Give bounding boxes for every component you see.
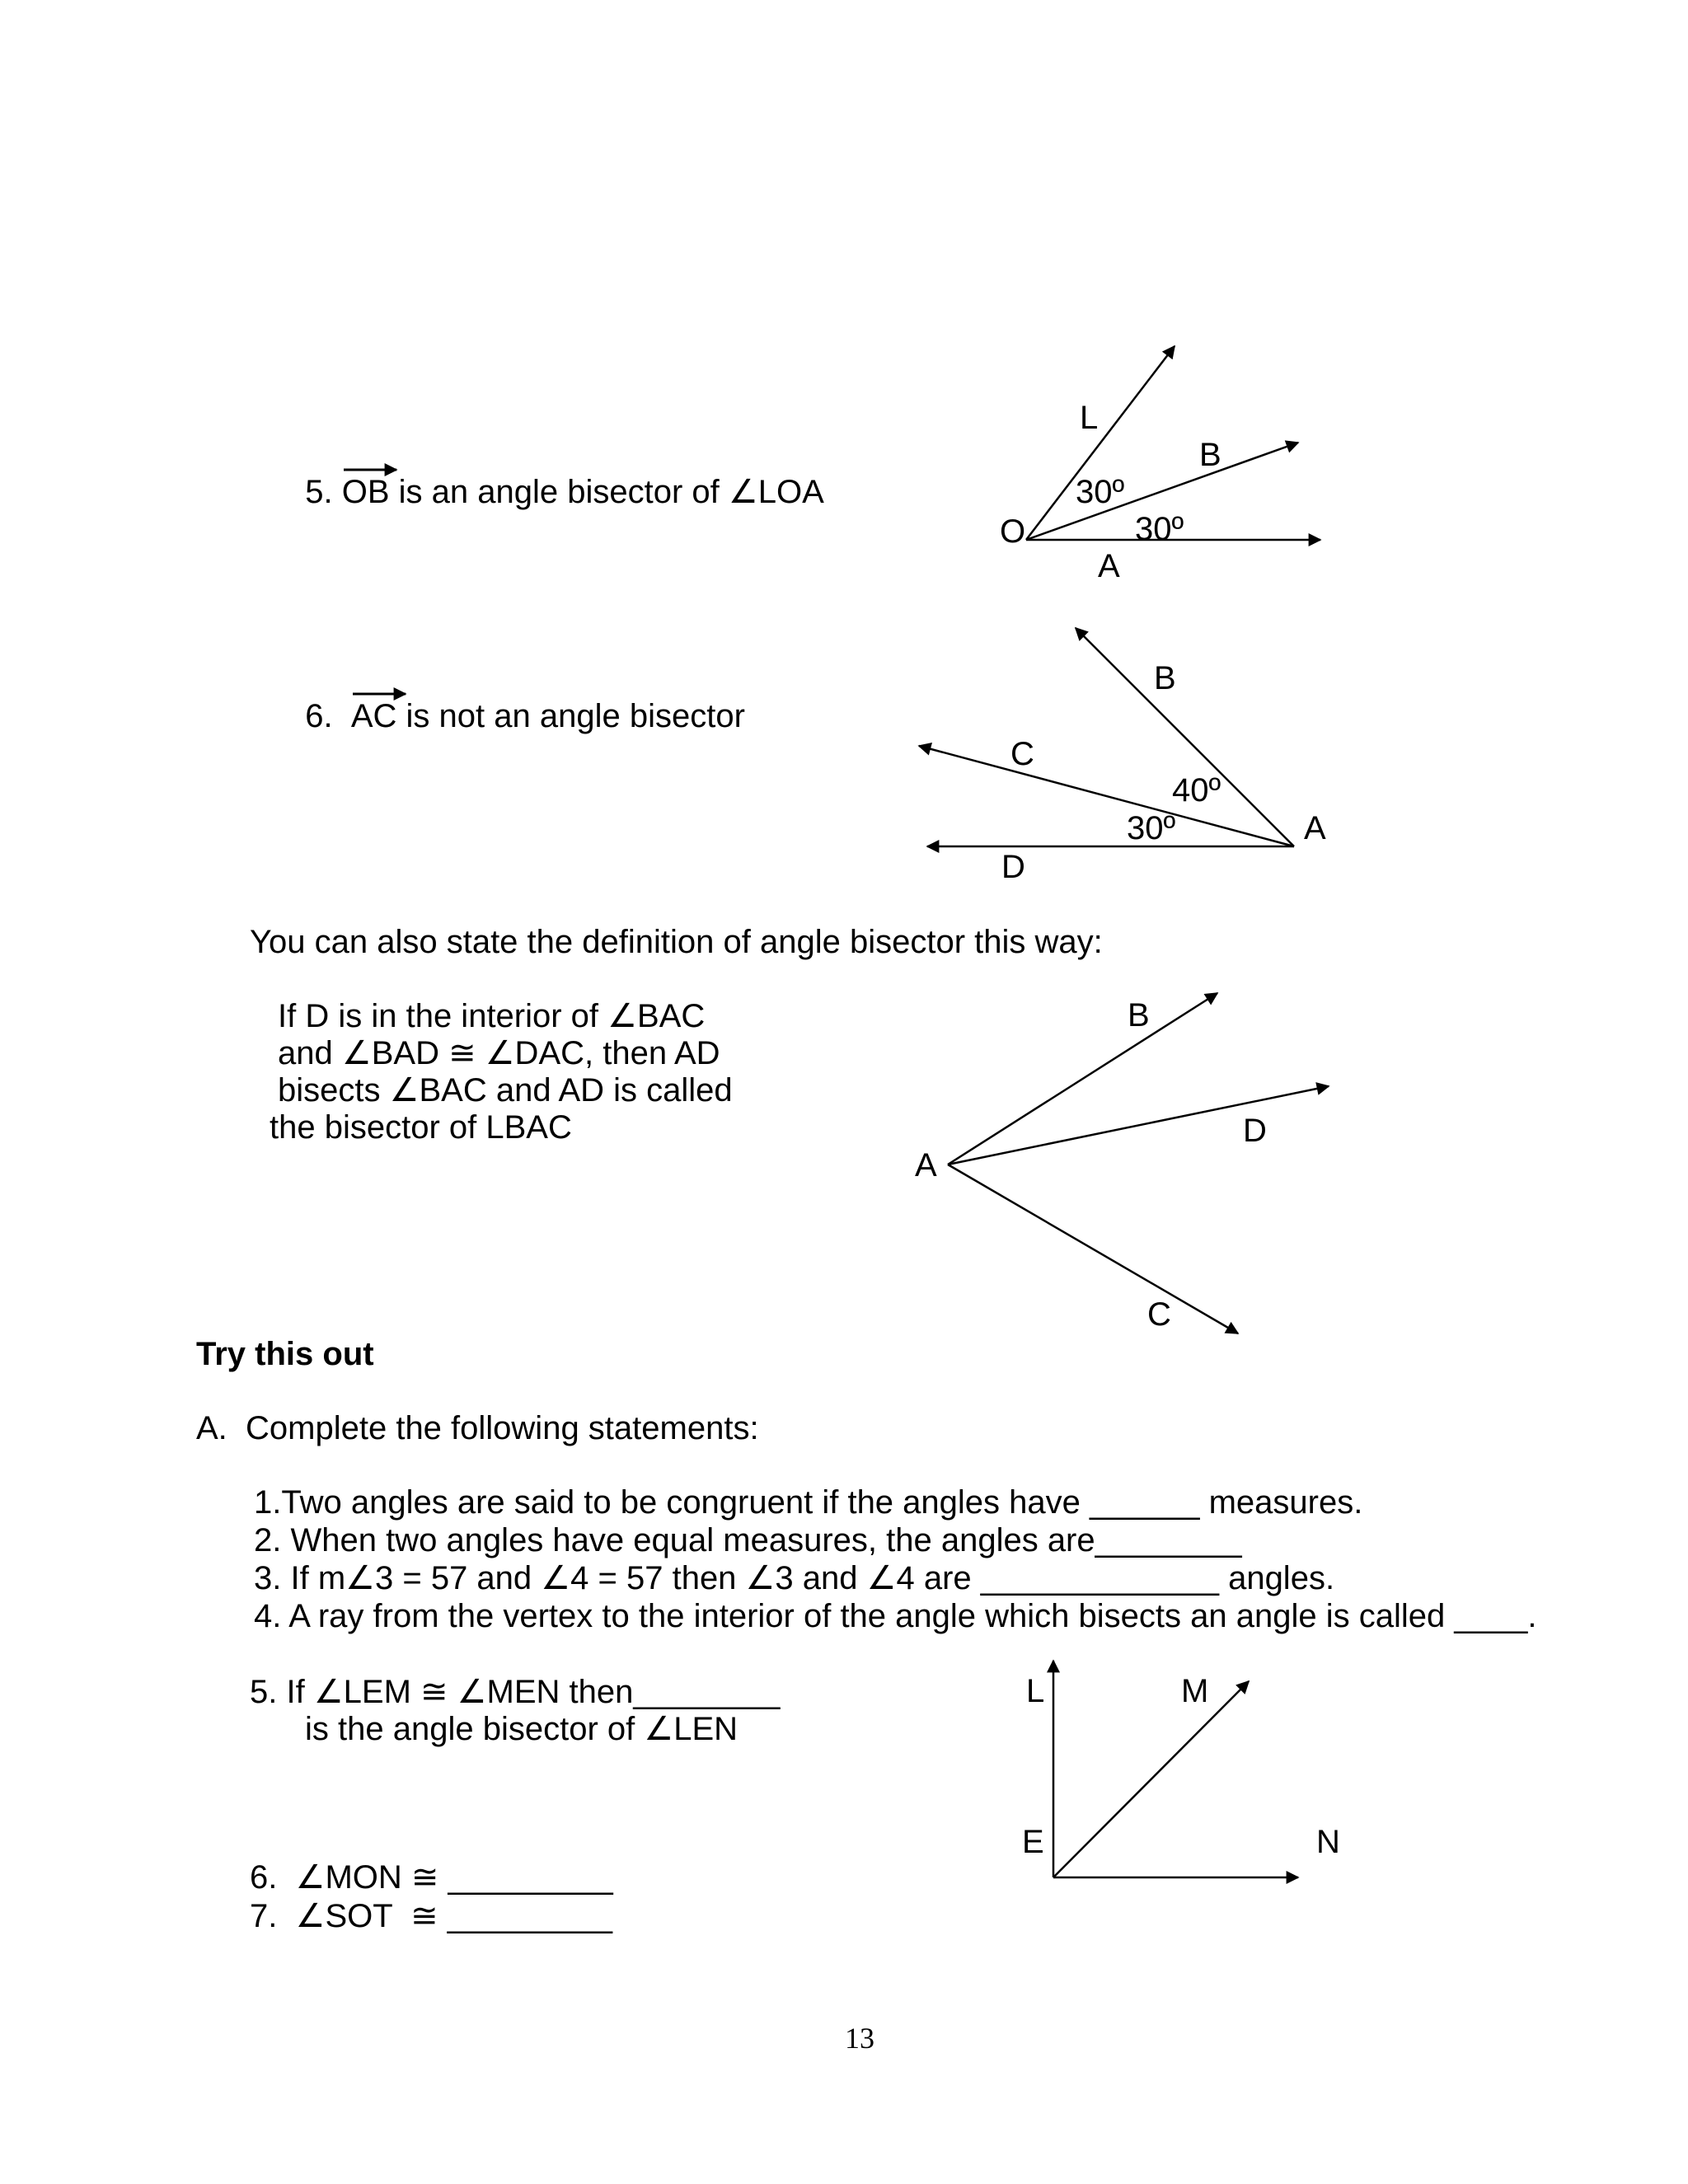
page-number: 13 [845, 2022, 874, 2055]
figure-angle-loa [1000, 346, 1320, 584]
ray-ob-label: OB [341, 474, 390, 510]
label-e: E [1022, 1824, 1044, 1860]
angle-measure-lob: 30º [1076, 474, 1125, 510]
angle-measure-cad: 30º [1127, 810, 1176, 846]
label-o: O [1000, 513, 1026, 550]
label-l: L [1026, 1673, 1045, 1709]
label-d: D [1001, 849, 1025, 885]
ray-ab [1076, 628, 1294, 846]
definition-intro: You can also state the definition of angle bisector this way: [250, 924, 1103, 960]
label-b: B [1154, 660, 1176, 696]
label-c: C [1147, 1296, 1171, 1333]
angle-measure-boa: 30º [1135, 511, 1184, 547]
question-5-line-1: 5. If ∠LEM ≅ ∠MEN then________ [250, 1674, 781, 1710]
ray-ac [948, 1165, 1238, 1333]
figure-angle-bisector-bac [915, 993, 1329, 1333]
item-6-statement: is not an angle bisector [396, 698, 745, 734]
label-a: A [1098, 548, 1120, 584]
ray-ac-label: AC [350, 698, 397, 734]
label-l: L [1080, 400, 1099, 436]
item-5-statement: is an angle bisector of ∠LOA [389, 474, 824, 510]
ray-ad [948, 1086, 1329, 1165]
definition-line-3: bisects ∠BAC and AD is called [278, 1072, 733, 1108]
statement-2: 2. When two angles have equal measures, the angles are________ [254, 1522, 1242, 1558]
label-a: A [1304, 810, 1326, 846]
definition-line-4: the bisector of LBAC [270, 1109, 572, 1146]
item-5-number: 5. [305, 474, 342, 510]
question-7: 7. ∠SOT ≅ _________ [250, 1898, 613, 1934]
item-6-number: 6. [305, 698, 351, 734]
statement-1: 1.Two angles are said to be congruent if the angles have ______ measures. [254, 1484, 1363, 1521]
section-a-instruction: A. Complete the following statements: [196, 1410, 759, 1446]
label-b: B [1199, 437, 1221, 473]
label-d: D [1243, 1113, 1267, 1149]
statement-4: 4. A ray from the vertex to the interior of the angle which bisects an angle is called ____. [254, 1598, 1537, 1634]
ray-em [1053, 1681, 1249, 1877]
figure-angle-len [1022, 1661, 1340, 1877]
label-m: M [1181, 1673, 1209, 1709]
ray-ab [948, 993, 1217, 1165]
label-a: A [915, 1147, 937, 1183]
definition-line-2: and ∠BAD ≅ ∠DAC, then AD [278, 1035, 720, 1071]
label-c: C [1010, 736, 1034, 772]
angle-measure-bac: 40º [1172, 772, 1221, 808]
figure-angle-bad [919, 628, 1326, 885]
question-6: 6. ∠MON ≅ _________ [250, 1859, 613, 1896]
statement-3: 3. If m∠3 = 57 and ∠4 = 57 then ∠3 and ∠4 are _____________ angles. [254, 1560, 1335, 1596]
question-5-line-2: is the angle bisector of ∠LEN [305, 1711, 738, 1747]
label-b: B [1128, 997, 1150, 1033]
ray-ac [919, 746, 1294, 846]
definition-line-1: If D is in the interior of ∠BAC [278, 998, 706, 1034]
label-n: N [1316, 1824, 1340, 1860]
try-this-out-heading: Try this out [196, 1336, 374, 1372]
